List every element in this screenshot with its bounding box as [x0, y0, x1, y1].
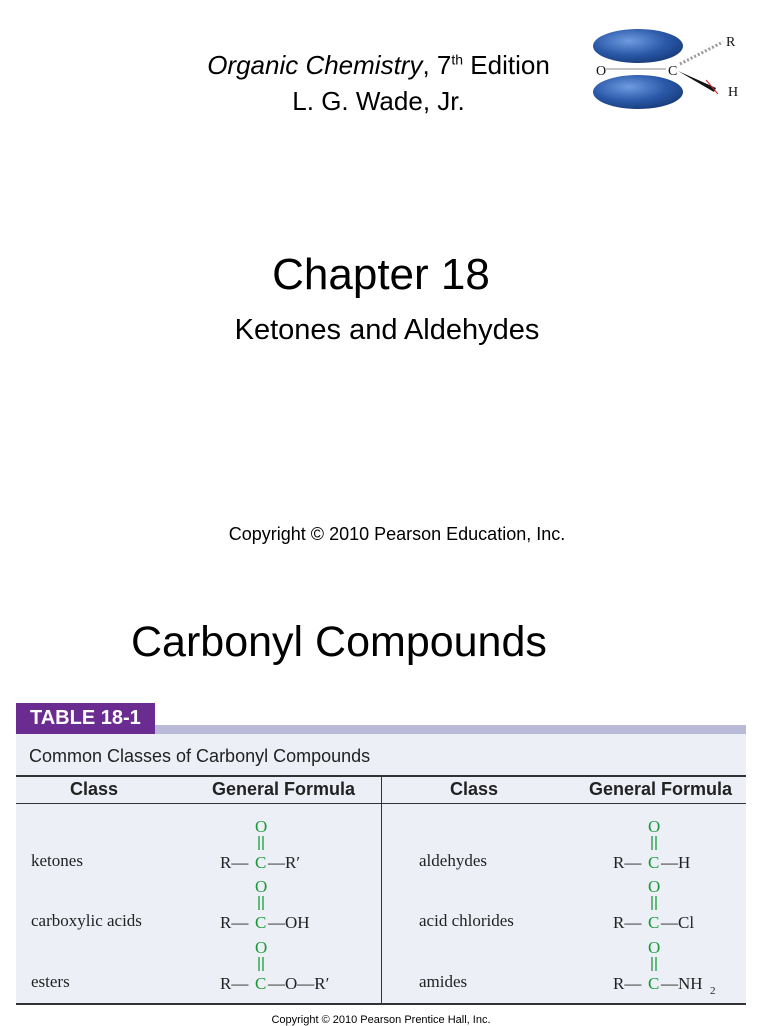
carbonyl-oxygen: O — [255, 877, 268, 896]
bottom-orbital-lobe — [593, 75, 683, 109]
formula-amides — [613, 937, 743, 1002]
ketone-structure — [220, 816, 360, 872]
formula-prefix: R— — [220, 913, 249, 932]
header-class-right: Class — [450, 779, 499, 799]
header-class-left: Class — [70, 779, 119, 799]
table-caption: Common Classes of Carbonyl Compounds — [29, 746, 371, 766]
carbonyl-oxygen: O — [255, 938, 268, 957]
h-wedge-bond — [678, 71, 716, 92]
class-amides: amides — [419, 972, 468, 991]
ester-structure — [220, 937, 370, 993]
carbonyl-carbon: C — [255, 853, 267, 872]
table-bottom-rule — [16, 1003, 746, 1005]
formula-suffix: —O—R′ — [268, 974, 330, 993]
book-title-edition: Edition — [463, 50, 550, 80]
carbonyl-oxygen: O — [648, 938, 661, 957]
author: L. G. Wade, Jr. — [292, 86, 465, 116]
carbonyl-carbon: C — [648, 913, 660, 932]
formula-aldehydes — [613, 816, 743, 877]
class-carboxylic-acids: carboxylic acids — [31, 911, 142, 930]
logo-r-label: R — [726, 35, 736, 50]
formula-prefix: R— — [220, 974, 249, 993]
carbonyl-oxygen: O — [648, 817, 661, 836]
formula-suffix: —OH — [268, 913, 310, 932]
class-aldehydes: aldehydes — [419, 851, 487, 870]
carbonyl-oxygen: O — [255, 817, 268, 836]
formula-prefix: R— — [613, 913, 642, 932]
class-acid-chlorides: acid chlorides — [419, 911, 514, 930]
chapter-title: Chapter 18 — [272, 250, 490, 299]
logo-c-label: C — [668, 64, 678, 79]
carbonyl-table — [16, 703, 746, 1013]
formula-suffix: —Cl — [661, 913, 695, 932]
formula-prefix: R— — [220, 853, 249, 872]
formula-carboxylic-acids — [220, 876, 360, 937]
formula-subscript: 2 — [710, 985, 716, 997]
edition-superscript: th — [451, 51, 464, 68]
formula-prefix: R— — [613, 853, 642, 872]
formula-ketones — [220, 816, 360, 877]
carboxylic-acid-structure — [220, 876, 360, 932]
carbonyl-orbital-logo — [588, 24, 746, 116]
carbonyl-carbon: C — [648, 974, 660, 993]
acid-chloride-structure — [613, 876, 743, 932]
table-top-rule — [155, 725, 746, 734]
book-title-italic: Organic Chemistry — [207, 50, 423, 80]
top-orbital-lobe — [593, 29, 683, 63]
logo-h-label: H — [728, 85, 739, 100]
table-body — [16, 734, 746, 1005]
class-esters: esters — [31, 972, 70, 991]
carbonyl-carbon: C — [255, 913, 267, 932]
class-ketones: ketones — [31, 851, 83, 870]
formula-suffix: —H — [661, 853, 691, 872]
amide-structure — [613, 937, 743, 997]
column-divider — [381, 775, 382, 1005]
header-formula-left: General Formula — [212, 779, 356, 799]
formula-suffix: —NH — [661, 974, 703, 993]
chapter-subtitle: Ketones and Aldehydes — [234, 314, 540, 346]
formula-suffix: —R′ — [268, 853, 301, 872]
carbonyl-carbon: C — [648, 853, 660, 872]
r-hashed-bond — [680, 42, 723, 64]
table-tab-label: TABLE 18-1 — [16, 703, 155, 734]
carbonyl-carbon: C — [255, 974, 267, 993]
header-formula-right: General Formula — [589, 779, 733, 799]
formula-acid-chlorides — [613, 876, 743, 937]
slide-copyright: Copyright © 2010 Pearson Prentice Hall, Inc. — [271, 1014, 491, 1026]
slide-title: Carbonyl Compounds — [131, 618, 547, 666]
book-title-sep: , 7 — [422, 50, 452, 80]
logo-o-label: O — [596, 64, 607, 79]
formula-esters — [220, 937, 370, 998]
carbonyl-oxygen: O — [648, 877, 661, 896]
formula-prefix: R— — [613, 974, 642, 993]
cover-copyright: Copyright © 2010 Pearson Education, Inc. — [228, 524, 566, 544]
aldehyde-structure — [613, 816, 743, 872]
